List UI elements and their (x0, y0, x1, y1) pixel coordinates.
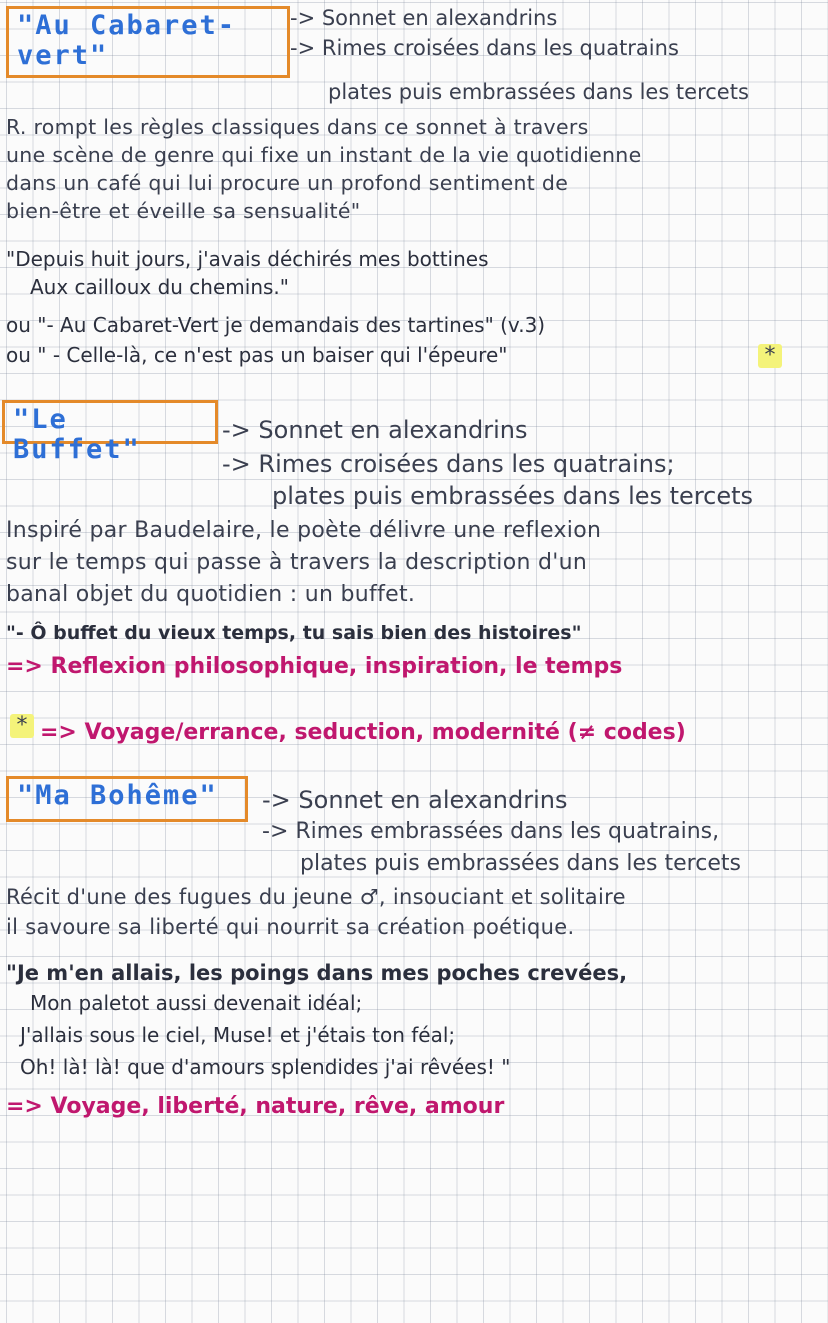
quote-line: Oh! là! là! que d'amours splendides j'ai rêvées! " (20, 1055, 511, 1079)
meta-line: plates puis embrassées dans les tercets (272, 482, 754, 510)
analysis-line: R. rompt les règles classiques dans ce sonnet à travers (6, 115, 589, 139)
themes-le-buffet: => Reflexion philosophique, inspiration, le temps (6, 654, 623, 679)
quote-line: J'allais sous le ciel, Muse! et j'étais ton féal; (20, 1023, 456, 1047)
quote-line: Aux cailloux du chemins." (30, 275, 289, 299)
title-au-cabaret-vert (6, 6, 290, 78)
title-le-buffet: "Le Buffet" (2, 400, 218, 444)
meta-line: -> Rimes croisées dans les quatrains (290, 36, 679, 60)
analysis-line: bien-être et éveille sa sensualité" (6, 199, 361, 223)
analysis-line: une scène de genre qui fixe un instant de la vie quotidienne (6, 143, 642, 167)
title-ma-boheme: "Ma Bohême" (6, 776, 248, 822)
analysis-line: banal objet du quotidien : un buffet. (6, 582, 416, 607)
quote-line: ou "- Au Cabaret-Vert je demandais des tartines" (v.3) (6, 313, 546, 337)
meta-line: -> Rimes embrassées dans les quatrains, (262, 819, 720, 844)
analysis-line: Inspiré par Baudelaire, le poète délivre une reflexion (6, 518, 602, 543)
meta-line: plates puis embrassées dans les tercets (300, 851, 741, 876)
meta-line: -> Sonnet en alexandrins (222, 416, 528, 444)
analysis-line: dans un café qui lui procure un profond sentiment de (6, 171, 569, 195)
meta-line: -> Rimes croisées dans les quatrains; (222, 450, 675, 478)
meta-line: plates puis embrassées dans les tercets (328, 80, 749, 104)
star-icon: * (758, 344, 782, 368)
themes-ma-boheme: => Voyage, liberté, nature, rêve, amour (6, 1094, 505, 1119)
quote-line: "Depuis huit jours, j'avais déchirés mes bottines (6, 247, 489, 271)
meta-line: -> Sonnet en alexandrins (262, 786, 568, 814)
themes-star: => Voyage/errance, seduction, modernité (≠ codes) (40, 720, 686, 745)
quote-line: "- Ô buffet du vieux temps, tu sais bien des histoires" (6, 622, 582, 644)
quote-line: Mon paletot aussi devenait idéal; (30, 991, 363, 1015)
quote-line: "Je m'en allais, les poings dans mes poches crevées, (6, 961, 628, 985)
title-line-1: "Au Cabaret- (17, 10, 237, 41)
analysis-line: il savoure sa liberté qui nourrit sa création poétique. (6, 915, 575, 939)
analysis-line: sur le temps qui passe à travers la description d'un (6, 550, 588, 575)
meta-line: -> Sonnet en alexandrins (290, 6, 558, 30)
quote-line: ou " - Celle-là, ce n'est pas un baiser qui l'épeure" (6, 343, 508, 367)
star-icon: * (10, 714, 34, 738)
analysis-line: Récit d'une des fugues du jeune ♂, insouciant et solitaire (6, 885, 626, 909)
title-line-2: vert" (17, 40, 109, 71)
